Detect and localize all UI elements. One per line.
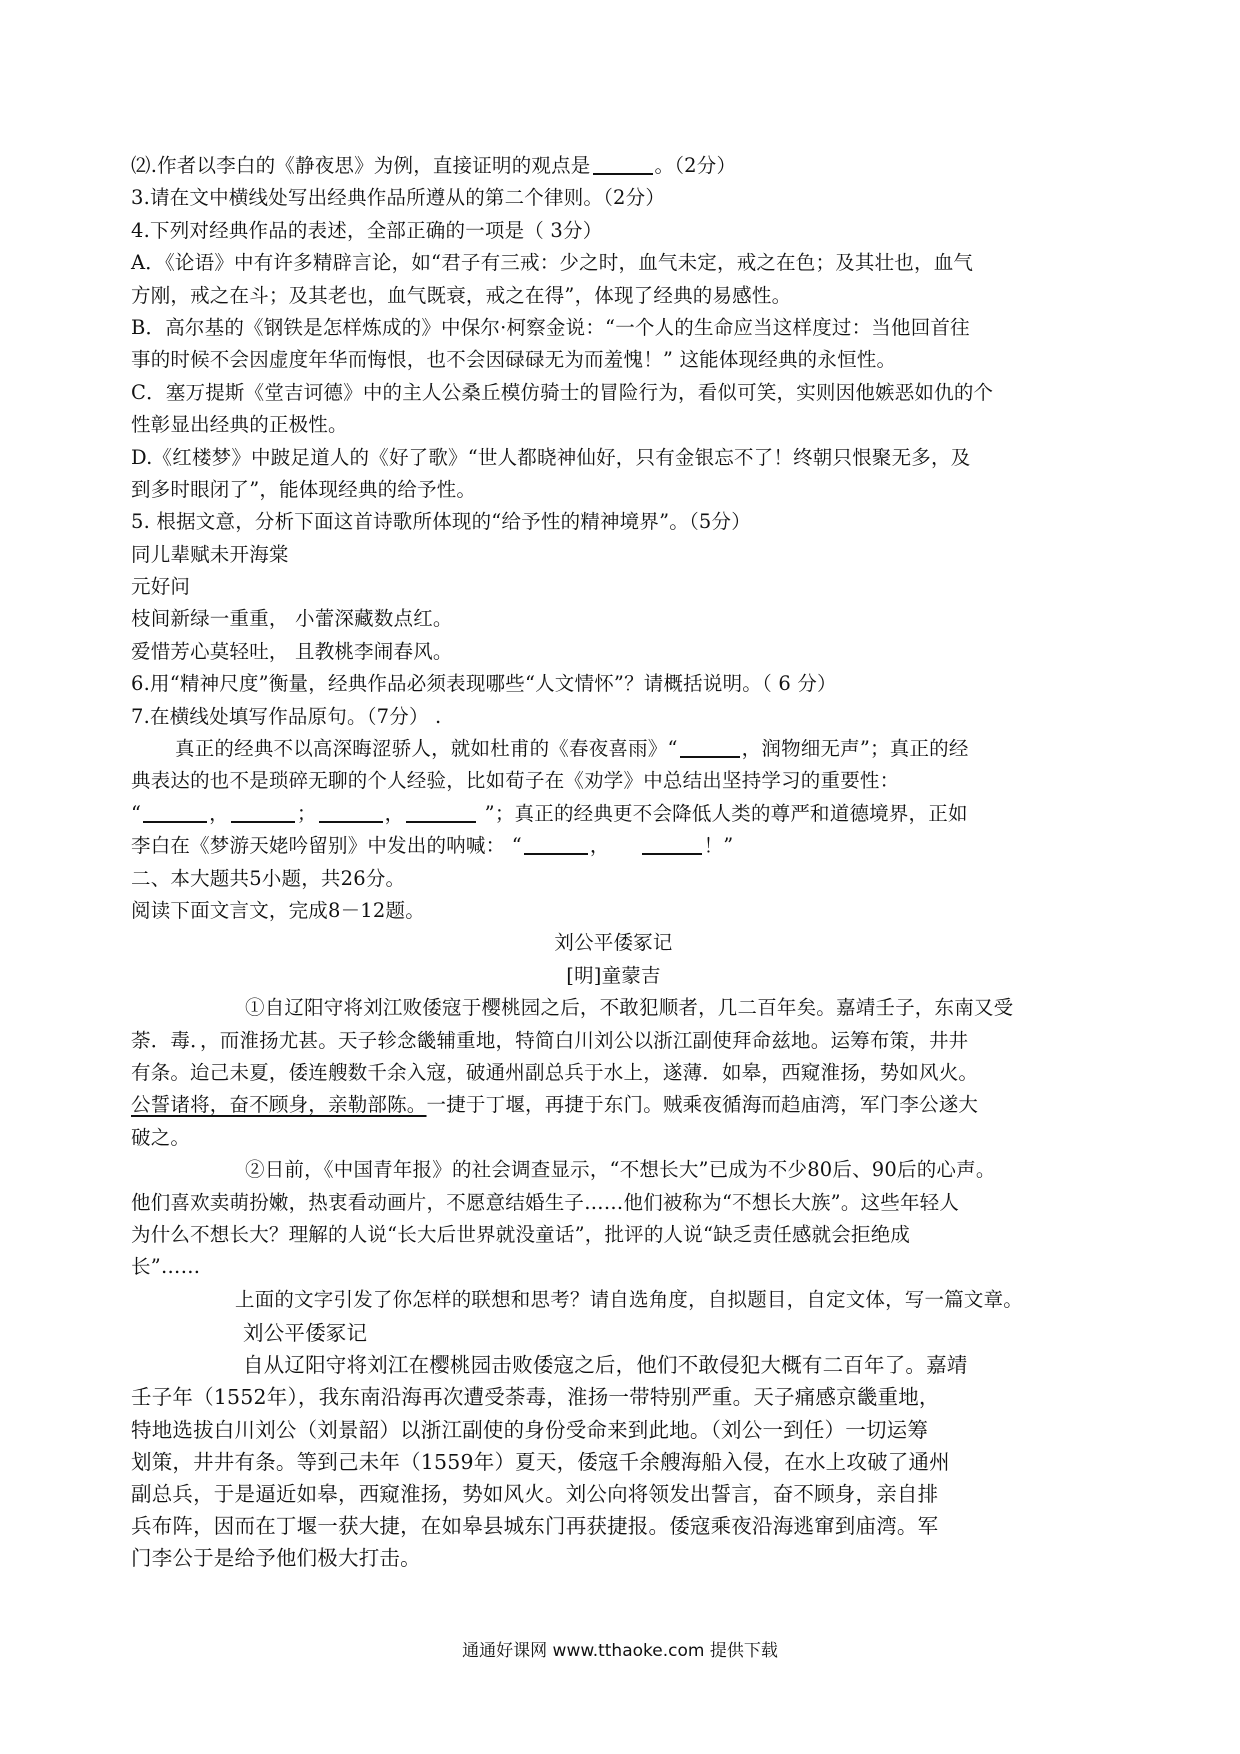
page-footer: 通通好课网 www.tthaoke.com 提供下载 bbox=[462, 1641, 778, 1661]
question-2-2: ⑵.作者以李白的《静夜思》为例，直接证明的观点是 。（2分） bbox=[131, 154, 737, 177]
paragraph-1-line-5: 破之。 bbox=[131, 1125, 191, 1149]
paragraph-2-line-4: 长”…… bbox=[131, 1255, 201, 1279]
translation-line-7: 门李公于是给予他们极大打击。 bbox=[131, 1546, 421, 1571]
translation-line-5: 副总兵，于是逼近如皋，西窥淮扬，势如风火。刘公向将领发出誓言，奋不顾身，亲自排 bbox=[131, 1482, 939, 1506]
q7-text-line-2: 典表达的也不是琐碎无聊的个人经验，比如荀子在《劝学》中总结出坚持学习的重要性： bbox=[131, 769, 900, 793]
article-author: [明]童蒙吉 bbox=[566, 963, 661, 987]
translation-line-2: 壬子年（1552年），我东南沿海再次遭受荼毒，淮扬一带特别严重。天子痛感京畿重地， bbox=[131, 1385, 940, 1410]
question-4: 4.下列对经典作品的表述，全部正确的一项是（ 3分） bbox=[131, 218, 603, 242]
q7-text-line-3: “ ， ； ， ”；真正的经典更不会降低人类的尊严和道德境界，正如 bbox=[131, 801, 968, 825]
poem-title: 同儿辈赋未开海棠 bbox=[131, 542, 289, 566]
paragraph-2-line-3: 为什么不想长大？理解的人说“长大后世界就没童话”，批评的人说“缺乏责任感就会拒绝成 bbox=[131, 1222, 911, 1246]
answer-blank bbox=[642, 833, 702, 855]
paragraph-1-line-1: ①自辽阳守将刘江败倭寇于樱桃园之后，不敢犯顺者，几二百年矣。嘉靖壬子，东南又受 bbox=[245, 996, 1014, 1020]
question-3: 3.请在文中横线处写出经典作品所遵从的第二个律则。（2分） bbox=[131, 186, 666, 210]
section-2 bbox=[131, 863, 1096, 1316]
poem-line-1: 枝间新绿一重重， 小蕾深藏数点红。 bbox=[131, 607, 453, 631]
option-b-line-1: B．高尔基的《钢铁是怎样炼成的》中保尔·柯察金说：“一个人的生命应当这样度过：当他回首往 bbox=[131, 315, 970, 339]
option-b-line-2: 事的时候不会因虚度年华而悔恨，也不会因碌碌无为而羞愧！” 这能体现经典的永恒性。 bbox=[131, 348, 897, 372]
option-c-line-2: 性彰显出经典的正极性。 bbox=[131, 413, 348, 437]
poem-author: 元好问 bbox=[131, 575, 191, 599]
option-a-line-2: 方刚，戒之在斗；及其老也，血气既衰，戒之在得”，体现了经典的易感性。 bbox=[131, 283, 792, 307]
option-c-line-1: C．塞万提斯《堂吉诃德》中的主人公桑丘模仿骑士的冒险行为，看似可笑，实则因他嫉恶如仇的个 bbox=[131, 380, 994, 404]
answer-blank bbox=[593, 153, 653, 175]
page-content bbox=[131, 150, 1096, 1575]
answer-blank bbox=[319, 801, 383, 823]
answer-blank bbox=[406, 801, 476, 823]
q7-text-line-4: 李白在《梦游天姥吟留别》中发出的呐喊： “ ， ！” bbox=[131, 834, 734, 858]
writing-prompt: 上面的文字引发了你怎样的联想和思考？请自选角度，自拟题目，自定文体，写一篇文章。 bbox=[235, 1287, 1024, 1311]
paragraph-2-line-2: 他们喜欢卖萌扮嫩，热衷看动画片，不愿意结婚生子……他们被称为“不想长大族”。这些年轻人 bbox=[131, 1190, 960, 1214]
q7-text-line-1: 真正的经典不以高深晦涩骄人，就如杜甫的《春夜喜雨》“ ，润物细无声”；真正的经 bbox=[175, 737, 969, 761]
option-d-line-1: D.《红楼梦》中跛足道人的《好了歌》“世人都晓神仙好，只有金银忘不了！终朝只恨聚无多，及 bbox=[131, 445, 971, 469]
paragraph-1-line-2: 荼．毒．，而淮扬尤甚。天子轸念畿辅重地，特简白川刘公以浙江副使拜命兹地。运筹布策，井井 bbox=[131, 1028, 969, 1052]
answer-blank bbox=[231, 801, 295, 823]
option-a-line-1: A．《论语》中有许多精辟言论，如“君子有三戒：少之时，血气未定，戒之在色；及其壮也，血气 bbox=[131, 251, 974, 275]
answer-blank bbox=[680, 736, 740, 758]
answer-blank bbox=[524, 833, 588, 855]
translation bbox=[131, 1317, 1096, 1575]
translation-line-3: 特地选拔白川刘公（刘景韶）以浙江副使的身份受命来到此地。（刘公一到任）一切运筹 bbox=[131, 1417, 929, 1442]
translation-line-4: 划策，井井有条。等到己未年（1559年）夏天，倭寇千余艘海船入侵，在水上攻破了通州 bbox=[131, 1449, 950, 1474]
section-2-instruction: 阅读下面文言文，完成8－12题。 bbox=[131, 898, 425, 922]
underlined-sentence: 公誓诸将，奋不顾身，亲勒部陈。 bbox=[131, 1093, 427, 1117]
question-5: 5. 根据文意，分析下面这首诗歌所体现的“给予性的精神境界”。（5分） bbox=[131, 510, 751, 534]
question-7: 7.在横线处填写作品原句。（7分） . bbox=[131, 704, 442, 728]
translation-line-6: 兵布阵，因而在丁堰一获大捷，在如皋县城东门再获捷报。倭寇乘夜沿海逃窜到庙湾。军 bbox=[131, 1514, 939, 1539]
paragraph-1-line-4: 公誓诸将，奋不顾身，亲勒部陈。一捷于丁堰，再捷于东门。贼乘夜循海而趋庙湾，军门李公遂大 bbox=[131, 1093, 979, 1117]
paragraph-1-line-3: 有条。迨己未夏，倭连艘数千余入寇，破通州副总兵于水上，遂薄．如皋，西窥淮扬，势如风火。 bbox=[131, 1060, 979, 1084]
option-d-line-2: 到多时眼闭了”，能体现经典的给予性。 bbox=[131, 477, 477, 501]
article-title: 刘公平倭冢记 bbox=[554, 931, 673, 955]
paragraph-2-line-1: ②日前，《中国青年报》的社会调查显示，“不想长大”已成为不少80后、90后的心声。 bbox=[245, 1158, 996, 1182]
poem-line-2: 爱惜芳心莫轻吐， 且教桃李闹春风。 bbox=[131, 639, 453, 663]
answer-blank bbox=[143, 801, 207, 823]
translation-line-1: 自从辽阳守将刘江在樱桃园击败倭寇之后，他们不敢侵犯大概有二百年了。嘉靖 bbox=[243, 1353, 968, 1378]
question-6: 6.用“精神尺度”衡量，经典作品必须表现哪些“人文情怀”？请概括说明。（ 6 分） bbox=[131, 672, 837, 696]
section-2-heading: 二、本大题共5小题，共26分。 bbox=[131, 866, 406, 890]
translation-title: 刘公平倭冢记 bbox=[243, 1321, 368, 1346]
